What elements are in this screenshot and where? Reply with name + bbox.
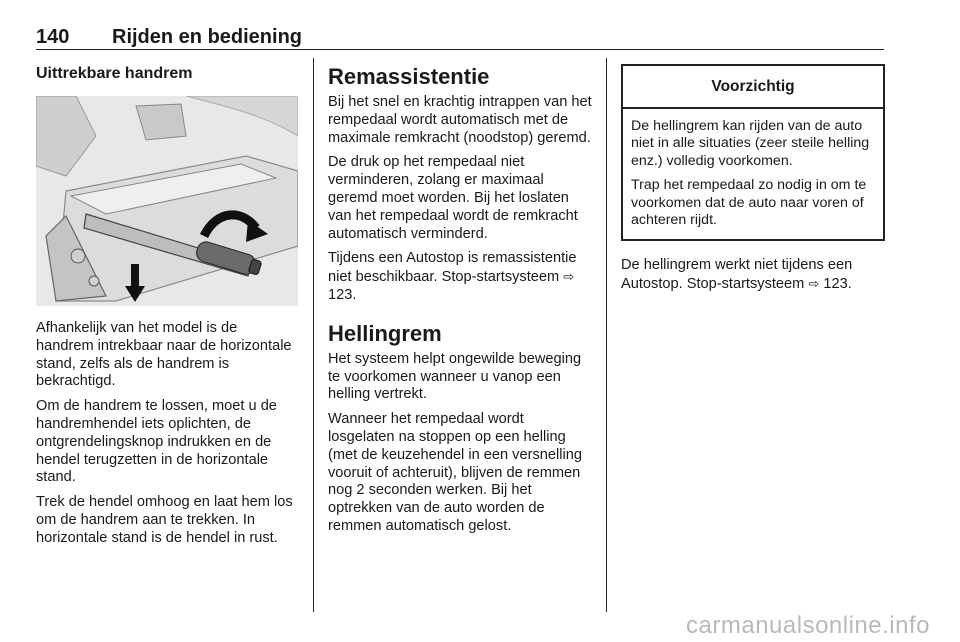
column-divider-1 [313,58,314,612]
watermark: carmanualsonline.info [686,612,930,639]
col2-paragraph-5: Wanneer het rempedaal wordt losgelaten na stoppen op een helling (met de keuzehendel in een versnelling vooruit of achteruit), blijven de remmen nog 2 seconden werken. Bij het optrekken van de auto worden de remmen automatisch gelost. [328,411,582,534]
caution-box [621,64,885,241]
handbrake-illustration [36,96,298,306]
column-2 [328,64,592,543]
page-ref-arrow-icon: ⇨ [563,269,575,285]
section-title: Rijden en bediening [112,26,303,48]
page-ref-arrow-icon: ⇨ [808,276,820,292]
hill-hold-heading: Hellingrem [328,320,442,346]
col3-paragraph-1 [621,257,885,294]
brake-assist-heading: Remassistentie [328,64,490,89]
col1-paragraph-3: Trek de hendel omhoog en laat hem los om de handrem aan te trekken. In horizontale stand is de hendel in rust. [36,494,293,546]
page-ref-link[interactable]: 123. [823,276,852,293]
page-ref-link[interactable]: 123. [328,286,357,303]
column-1 [36,64,298,555]
col1-paragraph-2: Om de handrem te lossen, moet u de handremhendel iets oplichten, de ontgrendelingsknop indrukken en de hendel terugzetten in de horizontale stand. [36,398,277,486]
page-number: 140 [36,26,70,48]
header-rule [36,49,884,50]
column-divider-2 [606,58,607,612]
col2-paragraph-3 [328,250,592,304]
col3-paragraph-1-text: De hellingrem werkt niet tijdens een Autostop. Stop-startsysteem [621,257,853,293]
handbrake-heading: Uittrekbare handrem [36,65,193,82]
col2-paragraph-1: Bij het snel en krachtig intrappen van het rempedaal wordt automatisch met de maximale remkracht (noodstop) geremd. [328,94,592,146]
col2-paragraph-3-text: Tijdens een Autostop is remassistentie niet beschikbaar. Stop-startsysteem [328,250,577,286]
caution-paragraph-2: Trap het rempedaal zo nodig in om te voorkomen dat de auto naar voren of achteren rijdt. [631,177,867,229]
col2-paragraph-4: Het systeem helpt ongewilde beweging te voorkomen wanneer u vanop een helling vertrekt. [328,350,582,403]
caution-paragraph-1: De hellingrem kan rijden van de auto niet in alle situaties (zeer steile helling enz.) volledig voorkomen. [631,118,870,169]
col1-paragraph-1: Afhankelijk van het model is de handrem intrekbaar naar de horizontale stand, zelfs als de handrem is bekrachtigd. [36,320,292,390]
caution-body [623,109,883,239]
column-3 [621,64,885,301]
col2-paragraph-2: De druk op het rempedaal niet verminderen, zolang er maximaal geremd moet worden. Bij het loslaten van het rempedaal wordt de remkracht automatisch verminderd. [328,154,578,242]
caution-title: Voorzichtig [623,66,883,109]
